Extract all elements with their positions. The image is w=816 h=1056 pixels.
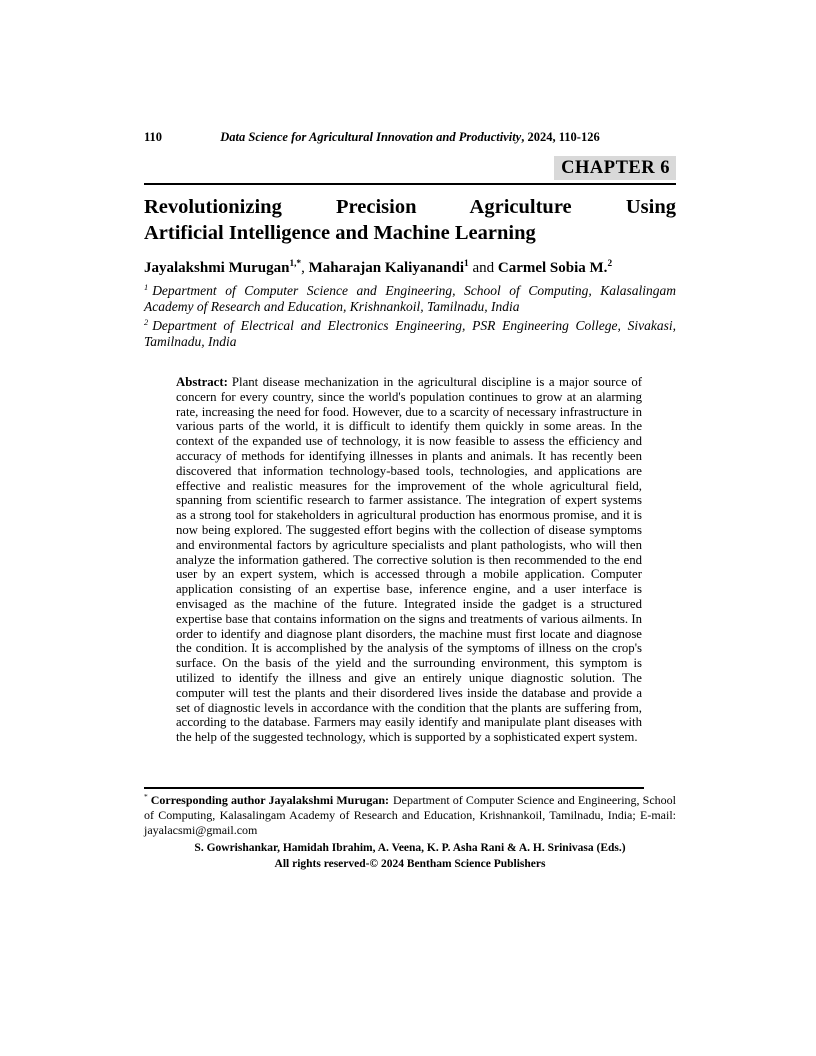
affiliation-1-text: Department of Computer Science and Engineering, School of Computing, Kalasalingam Academy of Research and Education, Krishnankoil, Tamilnadu, India [144, 283, 676, 314]
footnote-bold-label: Corresponding author Jayalakshmi Murugan: [150, 793, 390, 807]
authors-line [144, 258, 676, 278]
abstract-paragraph [176, 375, 642, 745]
abstract-label: Abstract: [176, 375, 228, 389]
affiliation-1 [144, 283, 676, 314]
chapter-title-line1: Revolutionizing Precision Agriculture Using [144, 196, 676, 218]
authors-separator-comma: , [301, 260, 309, 276]
author-3-superscript: 2 [607, 259, 613, 269]
author-1-superscript: 1,* [289, 259, 302, 269]
chapter-title [144, 194, 676, 246]
chapter-title-line2: Artificial Intelligence and Machine Learning [144, 222, 536, 244]
footnote-text: Department of Computer Science and Engineering, School of Computing, Kalasalingam Academy of Research and Education, Krishnankoil, Tamilnadu, India; E-mail: jayalacsmi@gmail.com [144, 793, 676, 838]
rights-line: All rights reserved-© 2024 Bentham Science Publishers [274, 857, 546, 870]
footnote-asterisk-marker: * [144, 792, 148, 801]
copyright-footer [144, 841, 676, 872]
page-number: 110 [144, 130, 163, 144]
author-1-name: Jayalakshmi Murugan [144, 260, 290, 276]
author-2-name: Maharajan Kaliyanandi [308, 260, 465, 276]
author-3-name: Carmel Sobia M. [497, 260, 608, 276]
affiliation-1-marker: 1 [144, 282, 149, 292]
author-2-superscript: 1 [464, 259, 469, 269]
abstract-text: Plant disease mechanization in the agricultural discipline is a major source of concern for every country, since the world's population continues to grow at an alarming rate, increasing the need for food. However, due to a scarcity of necessary infrastructure in various parts of the world, it is difficult to identify them quickly in some areas. In the context of the expanded use of technology, it is now feasible to assess the efficiency and accuracy of methods for identifying illnesses in plants and animals. It has recently been discovered that information technology-based tools, technologies, and applications are effective and realistic measures for the improvement of the whole agricultural field, spanning from scientific research to farmer assistance. The integration of expert systems as a strong tool for stakeholders in agricultural production has enormous promise, and it is now being explored. The suggested effort begins with the collection of disease symptoms and environmental factors by agriculture specialists and plant pathologists, who will then analyze the information gathered. The corrective solution is then recommended to the end user by an expert system, which is accessed through a mobile application. Computer application consisting of an expertise base, inference engine, and a user interface is envisaged as the machine of the future. Integrated inside the gadget is a structured expertise base that contains information on the signs and treatments of various ailments. In order to identify and diagnose plant disorders, the machine must first locate and diagnose the condition. It is accomplished by the analysis of the symptoms of illness on the crop's surface. On the basis of the yield and the surrounding environment, this symptom is utilized to identify the illness and give an entirely unique diagnostic solution. The computer will test the plants and their disordered lives inside the database and provide a set of diagnostic levels in accordance with the condition that the plants are suffering from, according to the database. Farmers may easily identify and manipulate plant diseases with the help of the suggested technology, which is supported by a sophisticated expert system. [176, 375, 642, 745]
authors-separator-and: and [468, 260, 498, 276]
chapter-heading-row [144, 156, 676, 185]
book-title-pages: , 2024, 110-126 [521, 130, 600, 144]
footnote-separator-rule [144, 787, 644, 789]
affiliation-2-marker: 2 [144, 317, 149, 327]
affiliation-2-text: Department of Electrical and Electronics Engineering, PSR Engineering College, Sivakasi, Tamilnadu, India [144, 318, 676, 349]
corresponding-author-footnote [144, 793, 676, 839]
affiliation-2 [144, 318, 676, 349]
book-title: Data Science for Agricultural Innovation and Productivity [220, 130, 522, 144]
affiliations-block [144, 283, 676, 353]
running-header [144, 130, 676, 145]
editors-line: S. Gowrishankar, Hamidah Ibrahim, A. Veena, K. P. Asha Rani & A. H. Srinivasa (Eds.) [194, 842, 626, 854]
chapter-badge: CHAPTER 6 [554, 156, 676, 180]
